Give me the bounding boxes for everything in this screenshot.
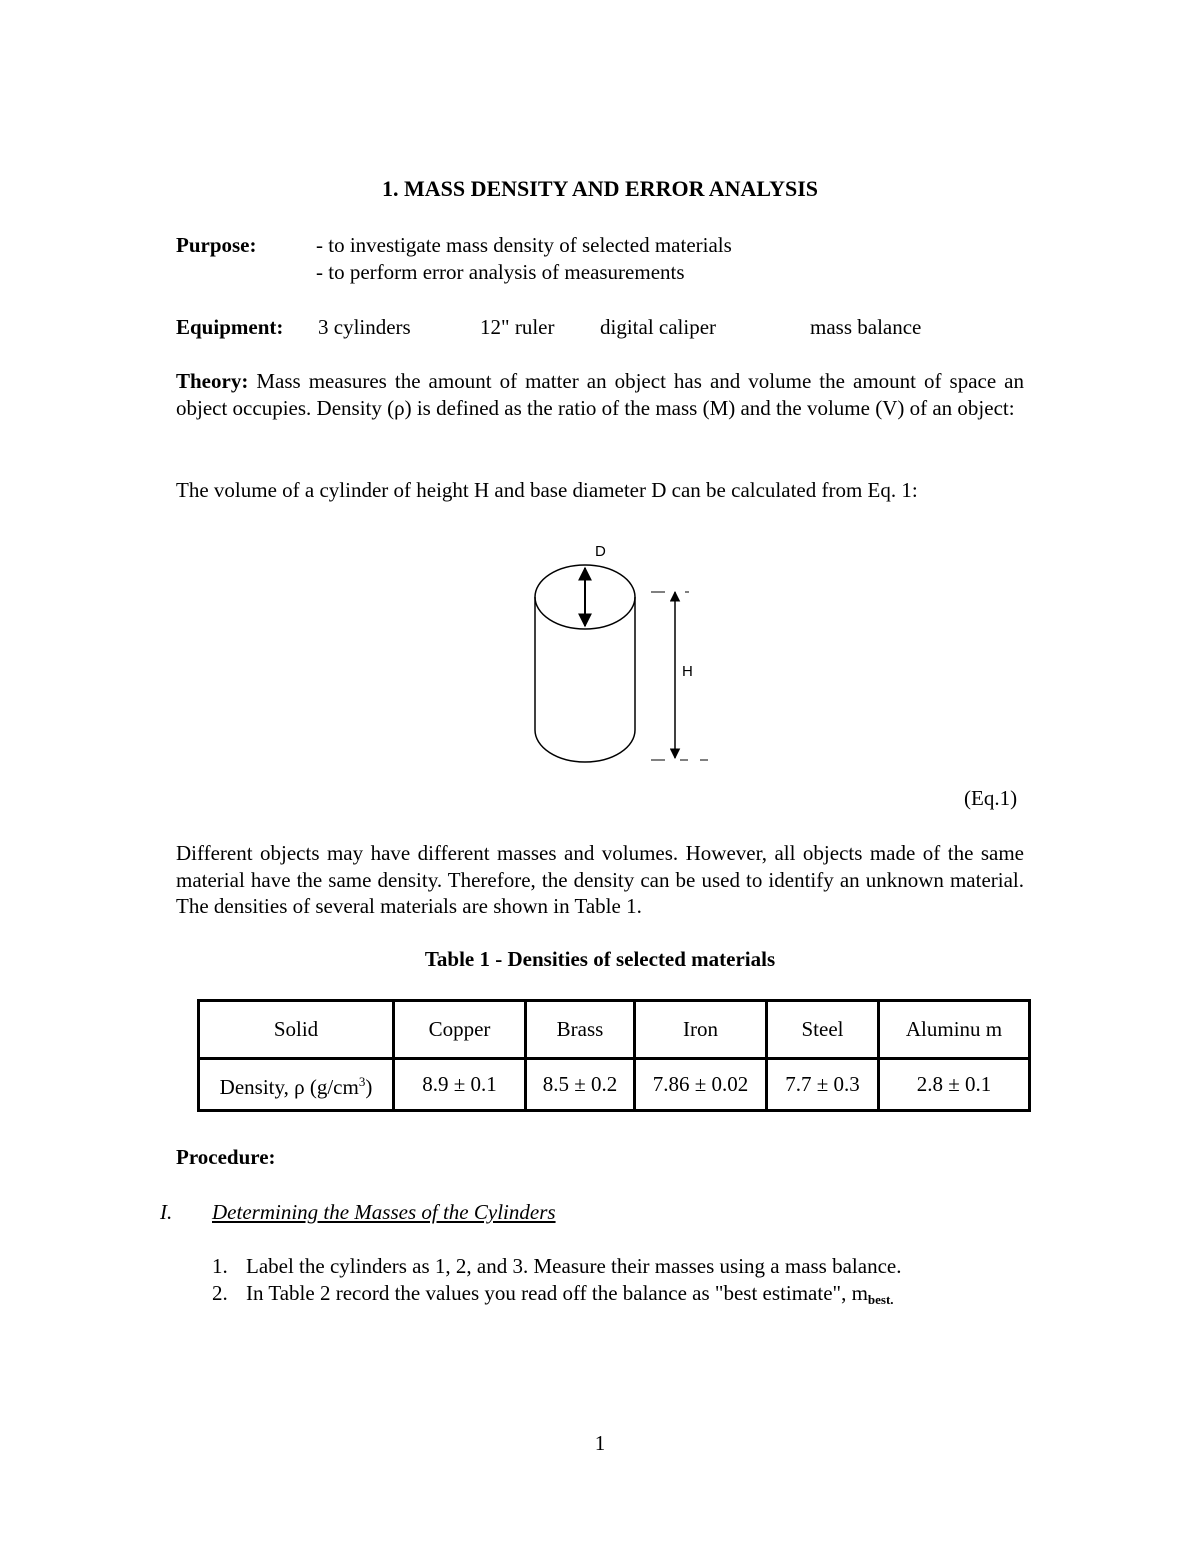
page-number: 1 [594, 1431, 606, 1455]
table-header-cell: Brass [526, 1001, 635, 1059]
equipment-item: 12" ruler [480, 315, 555, 339]
procedure-label: Procedure: [176, 1145, 276, 1169]
table-header-row [199, 1001, 1030, 1059]
equipment-label: Equipment: [176, 315, 284, 339]
table-header-cell: Aluminu m [879, 1001, 1030, 1059]
theory-paragraph [176, 368, 1024, 421]
table-header-cell: Iron [635, 1001, 767, 1059]
table-caption: Table 1 - Densities of selected materials [424, 947, 776, 971]
table-cell: 7.7 ± 0.3 [767, 1059, 879, 1111]
cylinder-bottom [535, 730, 635, 762]
table-cell: 2.8 ± 0.1 [879, 1059, 1030, 1111]
equipment-item: digital caliper [600, 315, 717, 339]
step-number: 2. [212, 1281, 228, 1305]
purpose-item: - to perform error analysis of measurements [316, 260, 685, 284]
cylinder-diagram [520, 540, 720, 770]
equation-label: (Eq.1) [964, 786, 1018, 810]
step-text: In Table 2 record the values you read off the balance as "best estimate", $m_{best.}$ [246, 1281, 894, 1307]
cylinder-intro: The volume of a cylinder of height H and base diameter D can be calculated from Eq. 1: [176, 478, 918, 502]
table-header-cell: Copper [394, 1001, 526, 1059]
diameter-label: D [595, 543, 606, 560]
equipment-item: 3 cylinders [318, 315, 411, 339]
table-row-label: Density, ρ $(g/cm^3)$ [199, 1059, 394, 1111]
purpose-label: Purpose: [176, 233, 257, 257]
section-title: Determining the Masses of the Cylinders [212, 1200, 556, 1224]
section-number: I. [160, 1200, 173, 1224]
purpose-item: - to investigate mass density of selected materials [316, 233, 732, 257]
theory-text: Mass measures the amount of matter an object has and volume the amount of space an object occupies. Density (ρ) is defined as the ratio of the mass (M) and the volume (V) of an object: [176, 369, 1025, 420]
step-text: Label the cylinders as 1, 2, and 3. Measure their masses using a mass balance. [246, 1254, 902, 1278]
table-header-cell: Steel [767, 1001, 879, 1059]
table-header-cell: Solid [199, 1001, 394, 1059]
height-label: H [682, 663, 693, 680]
table-cell: 8.5 ± 0.2 [526, 1059, 635, 1111]
density-table [197, 999, 1031, 1112]
page-title: 1. MASS DENSITY AND ERROR ANALYSIS [381, 176, 819, 201]
theory-label: Theory: [176, 369, 249, 393]
table-cell: 8.9 ± 0.1 [394, 1059, 526, 1111]
table-cell: 7.86 ± 0.02 [635, 1059, 767, 1111]
table-row [199, 1059, 1030, 1111]
step-number: 1. [212, 1254, 228, 1278]
density-paragraph: Different objects may have different masses and volumes. However, all objects made of the same material have the same density. Therefore, the density can be used to identify an unknown material. The densities of several materials are shown in Table 1. [176, 841, 1024, 918]
equipment-item: mass balance [810, 315, 922, 339]
